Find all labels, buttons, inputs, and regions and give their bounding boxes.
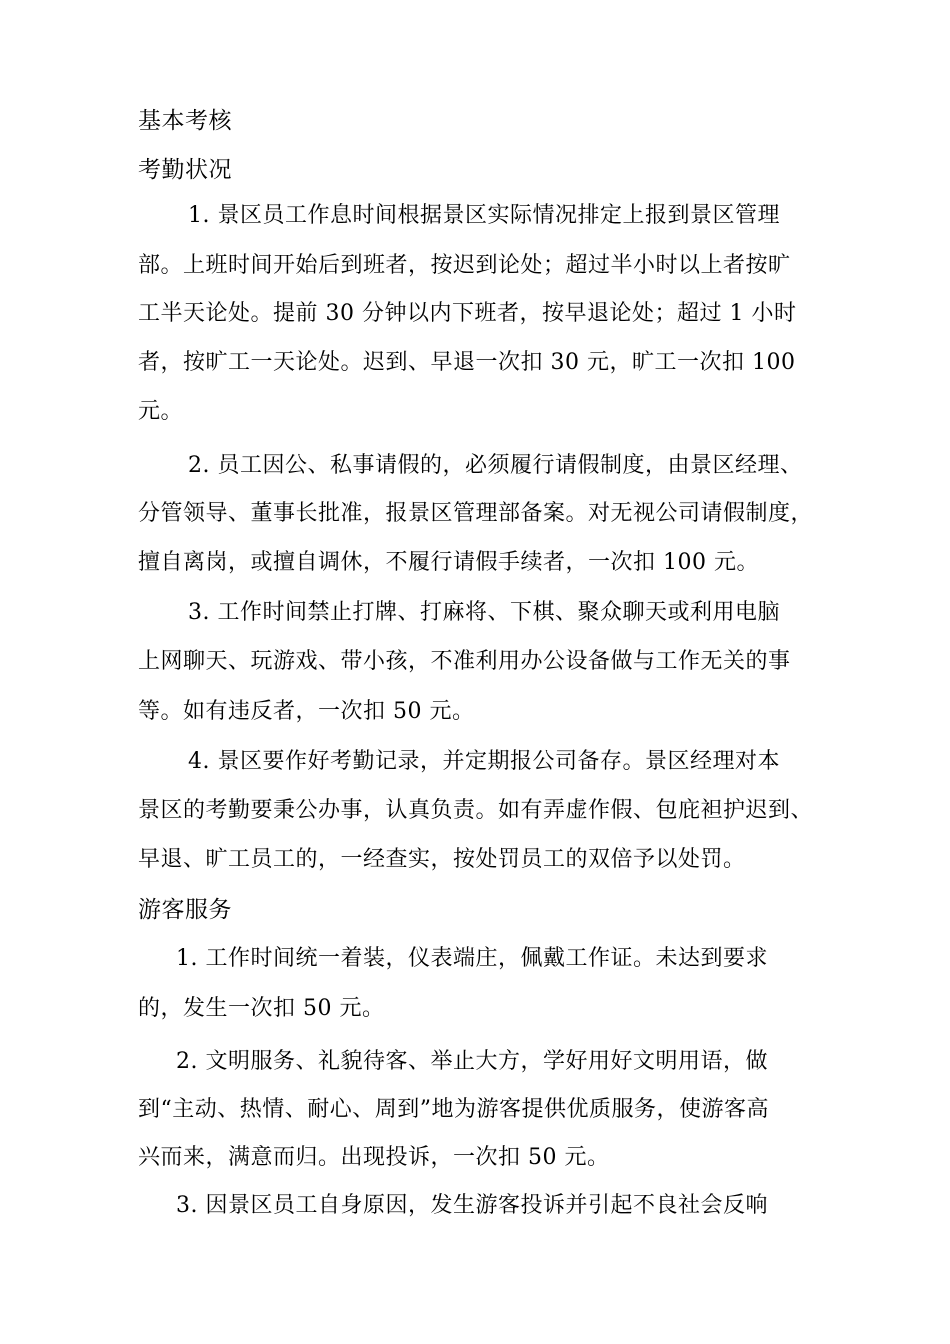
attendance-item-4-line-2: 景区的考勤要秉公办事，认真负责。如有弄虚作假、包庇袒护迟到、 [138,798,814,823]
attendance-item-4-line-1: 4. 景区要作好考勤记录，并定期报公司备存。景区经理对本 [188,749,780,774]
visitor-service-item-2-line-2: 到“主动、热情、耐心、周到”地为游客提供优质服务，使游客高 [138,1097,769,1122]
visitor-service-heading: 游客服务 [138,897,232,923]
attendance-item-4-line-3: 早退、旷工员工的，一经查实，按处罚员工的双倍予以处罚。 [138,847,746,872]
visitor-service-item-1-line-1: 1. 工作时间统一着装，仪表端庄，佩戴工作证。未达到要求 [176,946,768,971]
attendance-heading: 考勤状况 [138,157,232,183]
visitor-service-item-2-line-3: 兴而来，满意而归。出现投诉，一次扣 50 元。 [138,1145,610,1170]
attendance-item-1-line-5: 元。 [138,399,184,424]
attendance-item-3-line-2: 上网聊天、玩游戏、带小孩，不准利用办公设备做与工作无关的事 [138,649,791,674]
visitor-service-item-2-line-1: 2. 文明服务、礼貌待客、举止大方，学好用好文明用语，做 [176,1049,768,1074]
attendance-item-2-line-3: 擅自离岗，或擅自调休，不履行请假手续者，一次扣 100 元。 [138,550,759,575]
section-title: 基本考核 [138,108,232,134]
attendance-item-2-line-2: 分管领导、董事长批准，报景区管理部备案。对无视公司请假制度， [138,501,814,526]
attendance-item-2-line-1: 2. 员工因公、私事请假的，必须履行请假制度，由景区经理、 [188,453,803,478]
attendance-item-3-line-1: 3. 工作时间禁止打牌、打麻将、下棋、聚众聊天或利用电脑 [188,600,780,625]
attendance-item-1-line-4: 者，按旷工一天论处。迟到、早退一次扣 30 元，旷工一次扣 100 [138,350,796,375]
attendance-item-1-line-2: 部。上班时间开始后到班者，按迟到论处；超过半小时以上者按旷 [138,253,791,278]
visitor-service-item-1-line-2: 的，发生一次扣 50 元。 [138,996,385,1021]
attendance-item-3-line-3: 等。如有违反者，一次扣 50 元。 [138,699,475,724]
visitor-service-item-3-line-1: 3. 因景区员工自身原因，发生游客投诉并引起不良社会反响 [176,1193,768,1218]
attendance-item-1-line-3: 工半天论处。提前 30 分钟以内下班者，按早退论处；超过 1 小时 [138,301,797,326]
attendance-item-1-line-1: 1. 景区员工作息时间根据景区实际情况排定上报到景区管理 [188,203,780,228]
